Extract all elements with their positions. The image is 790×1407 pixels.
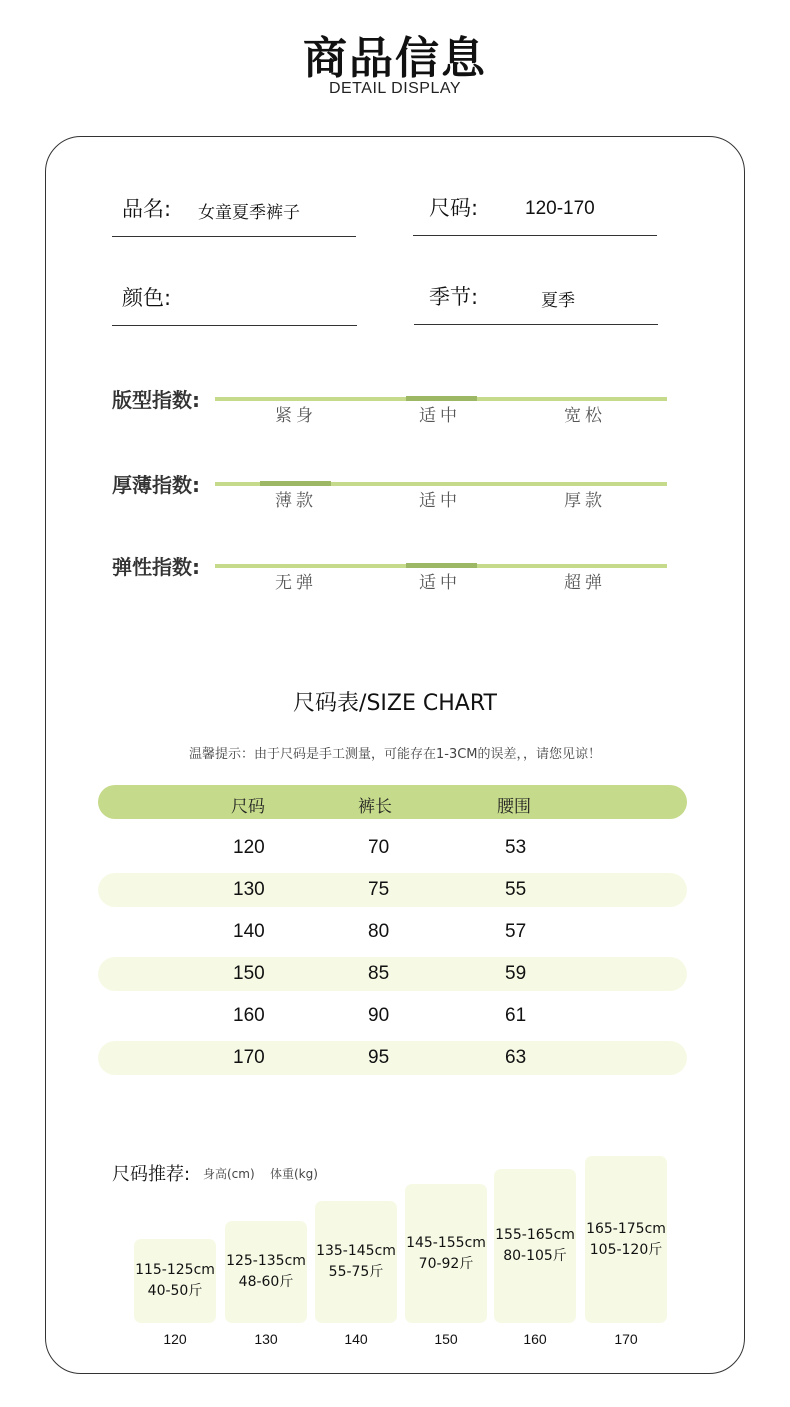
table-row [98,1041,687,1075]
index-option: 宽松 [564,406,606,426]
cell-size: 170 [233,1047,265,1068]
field-season-label: 季节: [429,285,479,309]
recommend-weight: 48-60斤 [238,1274,294,1290]
field-color [112,282,357,326]
recommend-label: 尺码推荐: [112,1164,191,1185]
field-size [413,192,657,236]
table-row [98,873,687,907]
cell-length: 75 [368,879,390,900]
cell-length: 85 [368,963,390,984]
recommend-height: 165-175cm [586,1220,666,1237]
index-option: 超弹 [564,573,606,593]
cell-size: 160 [233,1005,265,1026]
recommend-bar [494,1169,576,1323]
index-option: 薄款 [275,491,317,511]
recommend-bar-text [405,1233,487,1275]
index-option: 适中 [419,491,461,511]
recommend-height: 115-125cm [135,1262,215,1278]
index-option: 适中 [419,406,461,426]
recommend-size: 130 [254,1331,278,1347]
recommend-bar-text [134,1260,216,1302]
table-row [98,915,687,949]
field-size-label: 尺码: [429,196,479,220]
field-name [112,193,356,237]
recommend-bar [585,1156,667,1323]
recommend-bar-text [315,1241,397,1283]
table-row [98,999,687,1033]
recommend-size: 140 [344,1331,368,1347]
cell-size: 130 [233,879,265,900]
cell-waist: 55 [505,879,527,900]
field-name-value: 女童夏季裤子 [198,203,300,223]
cell-length: 70 [368,837,390,858]
cell-length: 95 [368,1047,390,1068]
page-title: 商品信息 [303,33,487,84]
table-row [98,957,687,991]
header-waist: 腰围 [497,797,531,817]
index-option: 无弹 [275,573,317,593]
field-name-label: 品名: [122,197,172,221]
recommend-weight: 40-50斤 [147,1283,203,1299]
recommend-weight: 80-105斤 [503,1248,567,1264]
header-size: 尺码 [231,797,265,817]
recommend-bar [405,1184,487,1323]
size-chart-tip: 温馨提示：由于尺码是手工测量，可能存在1-3CM的误差，，请您见谅！ [188,747,602,762]
recommend-bar-text [494,1225,576,1267]
recommend-bar-text [225,1251,307,1293]
header-length: 裤长 [358,797,392,817]
recommend-size: 160 [523,1331,547,1347]
recommend-height: 155-165cm [495,1227,575,1243]
index-label: 弹性指数: [112,555,200,579]
field-size-value: 120-170 [525,198,595,219]
size-table-header [98,785,687,819]
index-option: 紧身 [275,406,317,426]
cell-size: 150 [233,963,265,984]
recommend-weight: 55-75斤 [328,1264,384,1280]
cell-size: 120 [233,837,265,858]
recommend-height: 125-135cm [226,1253,306,1269]
cell-waist: 59 [505,963,527,984]
index-label: 厚薄指数: [112,473,200,497]
cell-waist: 61 [505,1005,527,1026]
index-label: 版型指数: [112,388,200,412]
recommend-size: 150 [434,1331,458,1347]
recommend-size: 120 [163,1331,187,1347]
field-season [414,281,658,325]
cell-length: 80 [368,921,390,942]
cell-waist: 53 [505,837,527,858]
field-season-value: 夏季 [541,291,575,311]
index-option: 适中 [419,573,461,593]
recommend-height: 145-155cm [406,1234,486,1251]
table-row [98,831,687,865]
recommend-bar [225,1221,307,1323]
cell-length: 90 [368,1005,390,1026]
cell-size: 140 [233,921,265,942]
size-chart-title: 尺码表/SIZE CHART [293,691,497,716]
recommend-height: 135-145cm [316,1243,396,1259]
weight-unit-note: 体重(kg) [270,1167,318,1181]
recommend-weight: 105-120斤 [589,1241,663,1258]
recommend-weight: 70-92斤 [418,1255,474,1272]
recommend-bar [315,1201,397,1323]
field-color-label: 颜色: [122,286,172,310]
height-unit-note: 身高(cm) [203,1167,255,1181]
recommend-bar-text [585,1219,667,1261]
recommend-size: 170 [614,1331,638,1347]
recommend-bar [134,1239,216,1323]
index-option: 厚款 [564,491,606,511]
cell-waist: 57 [505,921,527,942]
cell-waist: 63 [505,1047,527,1068]
page-subtitle: DETAIL DISPLAY [328,80,462,97]
